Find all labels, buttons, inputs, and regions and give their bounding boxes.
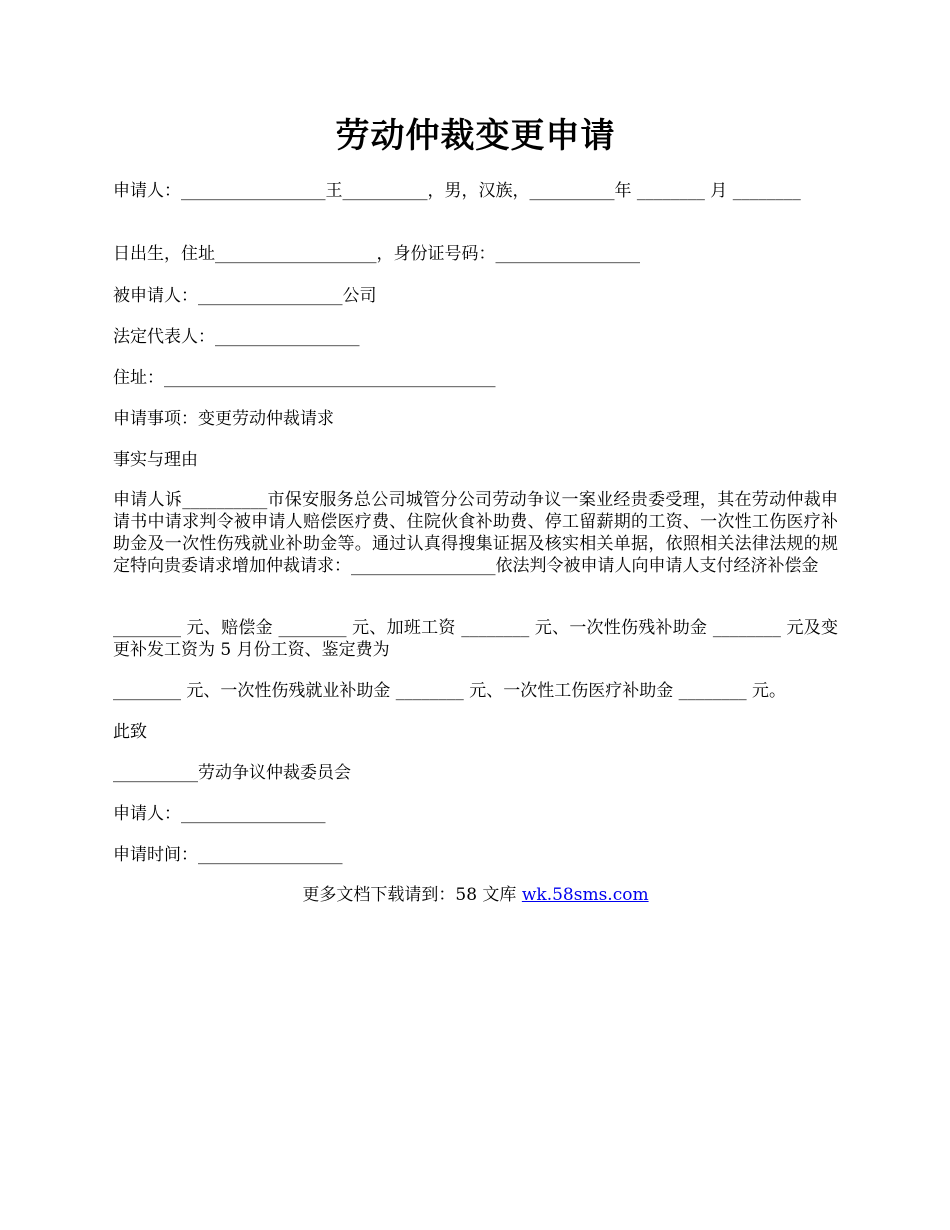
facts-body: 申请人诉__________市保安服务总公司城管分公司劳动争议一案业经贵委受理，其在劳动仲裁申请书中请求判令被申请人赔偿医疗费、住院伙食补助费、停工留薪期的工资、一次性工伤医疗补助金及一次性伤残就业补助金等。通过认真得搜集证据及核实相关单据，依照相关法律法规的规定特向贵委请求增加仲裁请求：_________________依法判令被申请人向申请人支付经济补偿金 (113, 490, 838, 576)
signer-line: 申请人：_________________ (113, 804, 326, 824)
salutation: 此致 (113, 722, 147, 742)
amounts-line-2: ________ 元、一次性伤残就业补助金 ________ 元、一次性工伤医疗补助金 ________ 元。 (113, 681, 787, 701)
document-title: 劳动仲裁变更申请 (335, 116, 616, 156)
address-line: 住址：_______________________________________ (113, 368, 496, 388)
amounts-line-1: ________ 元、赔偿金 ________ 元、加班工资 ________ 元、一次性伤残补助金 ________ 元及变更补发工资为 5 月份工资、鉴定费为 (113, 618, 838, 660)
legal-representative-line: 法定代表人：_________________ (113, 327, 360, 347)
facts-heading: 事实与理由 (113, 450, 198, 470)
applicant-line-1: 申请人：_________________王__________，男，汉族，__________年 ________ 月 ________ (113, 181, 801, 201)
footer-prefix: 更多文档下载请到：58 文库 (302, 885, 522, 905)
committee-line: __________劳动争议仲裁委员会 (113, 763, 351, 783)
footer (113, 884, 838, 906)
application-matter: 申请事项：变更劳动仲裁请求 (113, 409, 334, 429)
applicant-line-2: 日出生，住址___________________，身份证号码：_________________ (113, 244, 640, 264)
footer-link[interactable]: wk.58sms.com (521, 885, 649, 905)
respondent-line: 被申请人：_________________公司 (113, 286, 377, 306)
date-line: 申请时间：_________________ (113, 845, 343, 865)
